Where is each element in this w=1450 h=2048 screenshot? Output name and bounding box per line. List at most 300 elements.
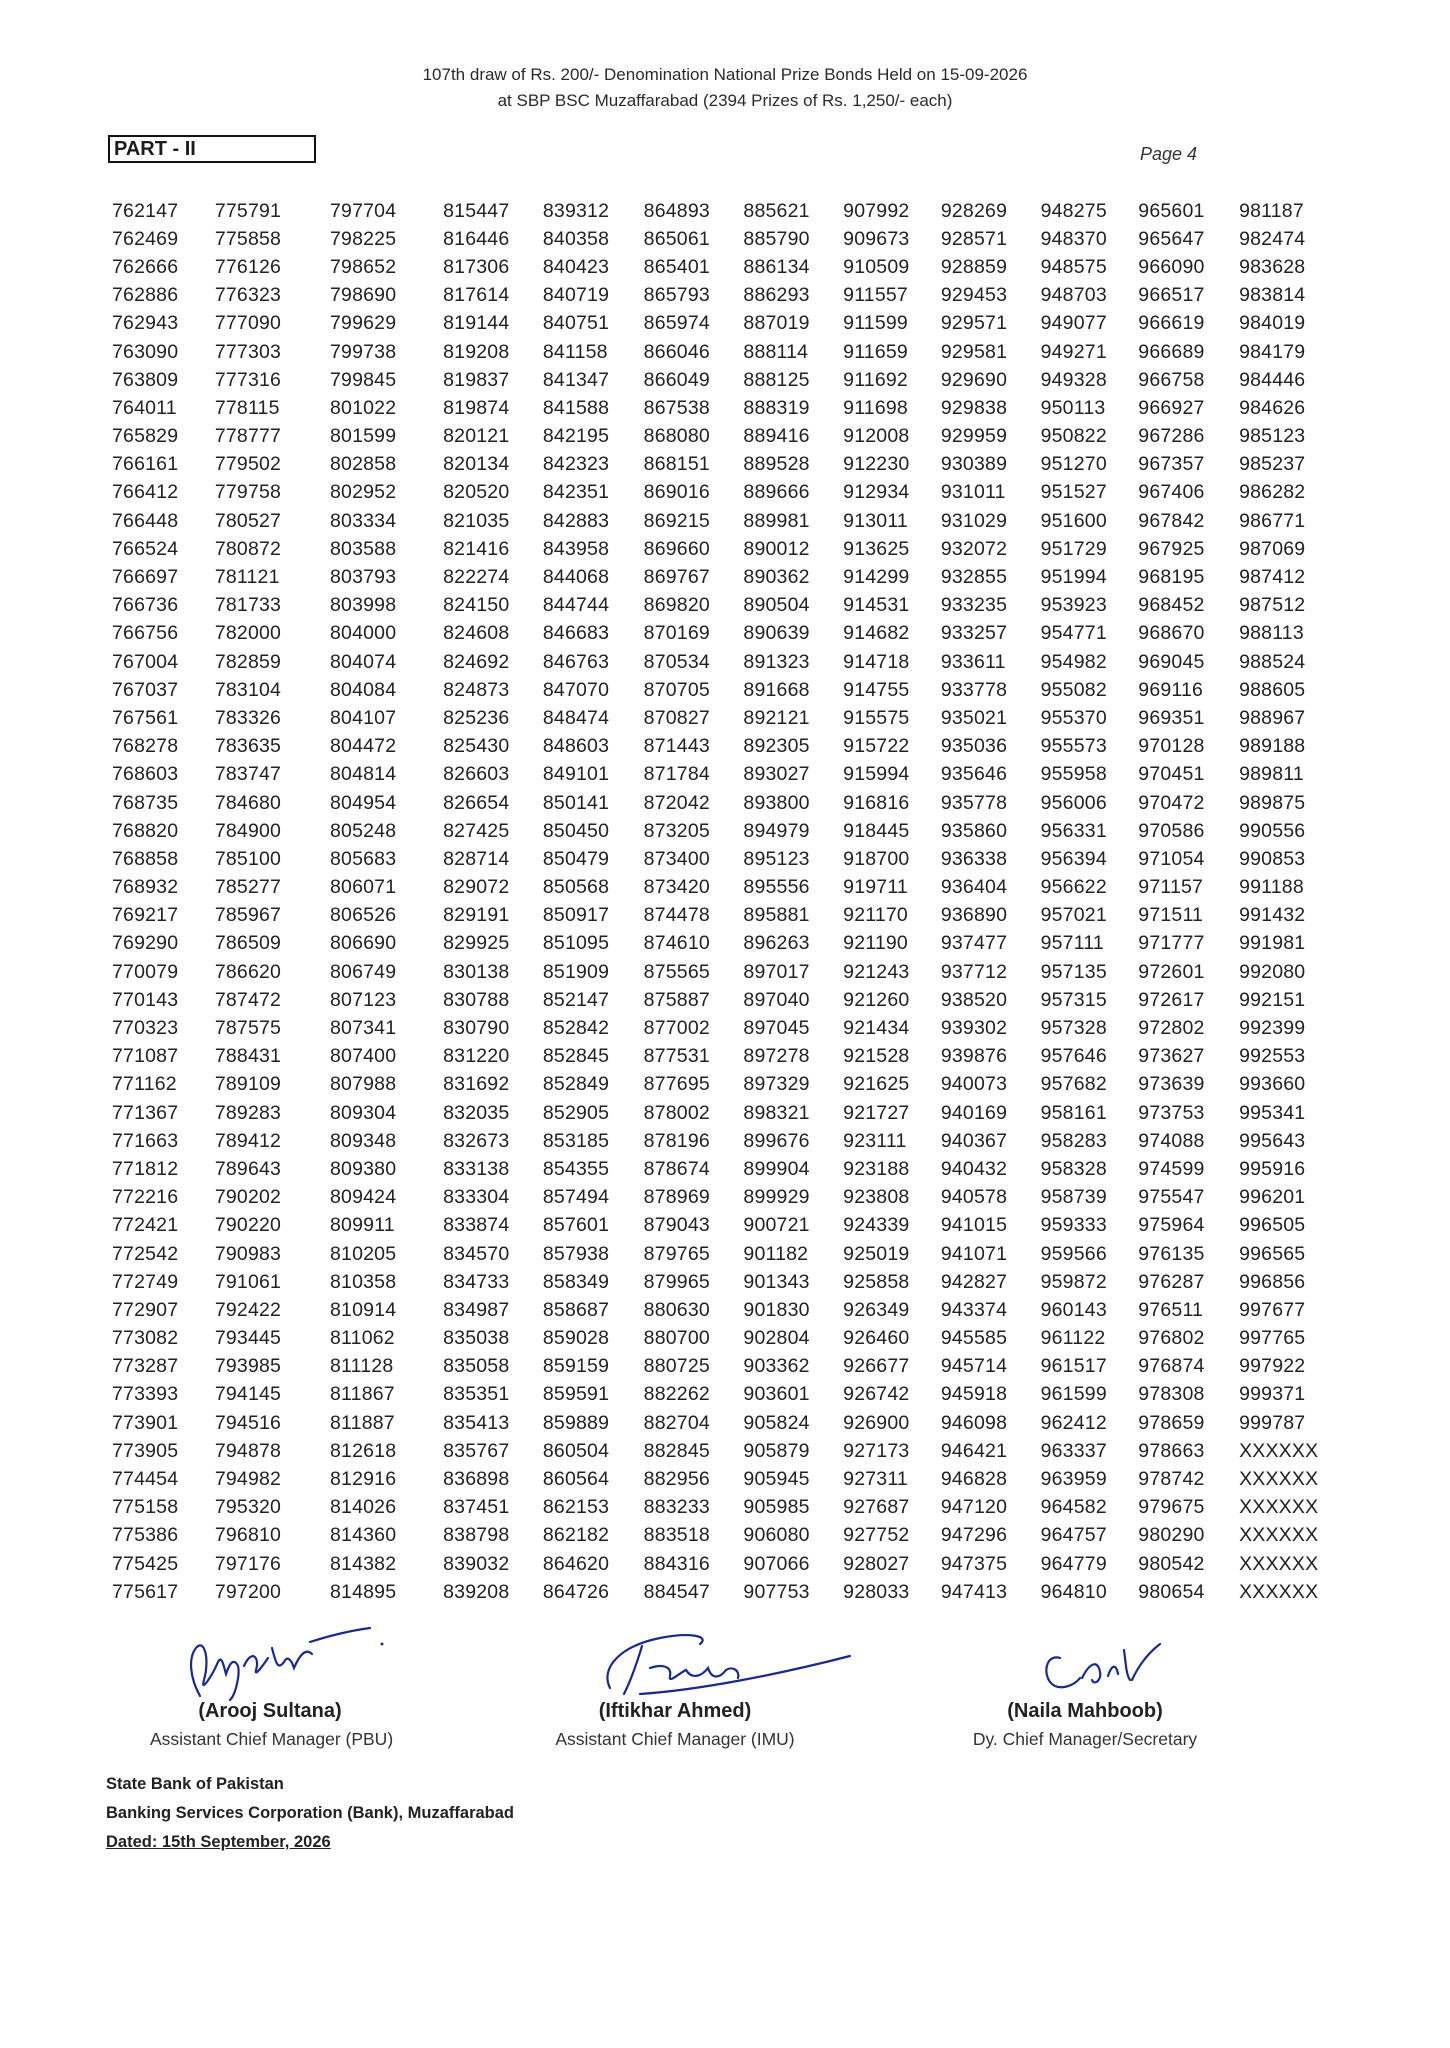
table-row	[112, 1465, 1342, 1493]
bond-number-cell: 928027	[843, 1552, 910, 1575]
table-row	[112, 676, 1342, 704]
bond-number-cell: 762147	[112, 199, 179, 222]
table-row	[112, 1578, 1342, 1606]
bond-number-cell: 976287	[1138, 1270, 1205, 1293]
bond-number-cell: 767037	[112, 678, 179, 701]
bond-number-cell: 940367	[940, 1129, 1008, 1152]
bond-number-cell: 899929	[743, 1186, 810, 1209]
bond-number-cell: 790202	[214, 1186, 282, 1209]
bond-number-cell: 931029	[940, 509, 1008, 532]
bond-number-cell: 802858	[330, 453, 397, 476]
bond-number-cell: 844068	[542, 566, 610, 589]
bond-number-cell: 921243	[843, 960, 910, 983]
bond-number-cell: XXXXXX	[1239, 1552, 1319, 1575]
bond-number-cell: 973753	[1138, 1101, 1205, 1124]
bond-number-cell: 828714	[443, 847, 510, 870]
bond-number-cell: 924339	[843, 1214, 910, 1237]
bond-number-cell: 810914	[330, 1298, 397, 1321]
bond-number-cell: 947120	[940, 1496, 1008, 1519]
table-row	[112, 986, 1342, 1014]
table-row	[112, 1325, 1342, 1353]
bond-number-cell: 927687	[843, 1496, 910, 1519]
bond-number-cell: 875565	[643, 960, 710, 983]
bond-number-cell: 911599	[843, 312, 908, 335]
bond-number-cell: 833874	[443, 1214, 510, 1237]
bond-number-cell: 928571	[940, 227, 1008, 250]
bond-number-cell: 967925	[1138, 537, 1205, 560]
bond-number-cell: 770143	[112, 988, 179, 1011]
bond-number-cell: 940578	[940, 1186, 1008, 1209]
bond-number-cell: 762943	[112, 312, 179, 335]
bond-number-cell: 840719	[542, 284, 610, 307]
bond-number-cell: 803334	[330, 509, 397, 532]
bond-number-cell: 995916	[1239, 1157, 1306, 1180]
table-row	[112, 1437, 1342, 1465]
bond-number-cell: 883518	[643, 1524, 710, 1547]
bond-number-cell: 809424	[330, 1186, 397, 1209]
bond-number-cell: 956331	[1040, 819, 1107, 842]
bond-number-cell: 871443	[643, 735, 710, 758]
bond-number-cell: 968452	[1138, 594, 1205, 617]
bond-number-cell: 868151	[643, 453, 710, 476]
bond-number-cell: 812916	[330, 1468, 397, 1491]
bond-number-cell: 967406	[1138, 481, 1205, 504]
bond-number-cell: 793445	[214, 1327, 282, 1350]
bond-number-cell: 766756	[112, 622, 179, 645]
signatory-3-title: Dy. Chief Manager/Secretary	[972, 1729, 1198, 1749]
bond-number-cell: 768932	[112, 876, 179, 899]
bond-number-cell: 886293	[743, 284, 810, 307]
bond-number-cell: 858349	[542, 1270, 610, 1293]
bond-number-cell: 912934	[843, 481, 910, 504]
bond-number-cell: 812618	[330, 1439, 397, 1462]
bond-number-cell: 797176	[214, 1552, 282, 1575]
bond-number-cell: 964582	[1040, 1496, 1107, 1519]
bond-number-cell: 821035	[443, 509, 510, 532]
signatory-3	[935, 1700, 1235, 1750]
bond-number-cell: 883233	[643, 1496, 710, 1519]
table-row	[112, 1240, 1342, 1268]
bond-number-cell: 839312	[542, 199, 610, 222]
bond-number-cell: 921260	[843, 988, 910, 1011]
bond-number-cell: 935646	[940, 763, 1008, 786]
bond-number-cell: 940073	[940, 1073, 1008, 1096]
bond-number-cell: 951729	[1040, 537, 1107, 560]
bond-number-cell: 987412	[1239, 566, 1306, 589]
bond-number-cell: 894979	[743, 819, 810, 842]
bond-number-cell: 803793	[330, 566, 397, 589]
bond-number-cell: 821416	[443, 537, 510, 560]
bond-number-cell: 835058	[443, 1355, 510, 1378]
bond-number-cell: 905824	[743, 1411, 810, 1434]
bond-number-cell: 969351	[1138, 706, 1205, 729]
bond-number-cell: 777316	[214, 368, 282, 391]
bond-number-cell: 957315	[1040, 988, 1107, 1011]
bond-number-cell: 824692	[443, 650, 510, 673]
table-row	[112, 789, 1342, 817]
bond-number-cell: 807341	[330, 1017, 397, 1040]
bond-number-cell: 852905	[542, 1101, 610, 1124]
bond-number-cell: 999787	[1239, 1411, 1306, 1434]
bond-number-cell: 807988	[330, 1073, 397, 1096]
bond-number-cell: 831692	[443, 1073, 510, 1096]
table-row	[112, 1014, 1342, 1042]
bond-number-cell: 762666	[112, 255, 179, 278]
bond-number-cell: 991981	[1239, 932, 1306, 955]
bond-number-cell: 858687	[542, 1298, 610, 1321]
bond-number-cell: 850141	[542, 791, 610, 814]
bond-number-cell: 949077	[1040, 312, 1107, 335]
bond-number-cell: 824608	[443, 622, 510, 645]
bond-number-cell: 929581	[940, 340, 1008, 363]
bond-number-cell: 889981	[743, 509, 810, 532]
bond-number-cell: 903601	[743, 1383, 810, 1406]
bond-number-cell: 984626	[1239, 396, 1306, 419]
bond-number-cell: 996565	[1239, 1242, 1306, 1265]
bond-number-cell: 976511	[1138, 1298, 1204, 1321]
bond-number-cell: 803588	[330, 537, 397, 560]
bond-number-cell: 816446	[443, 227, 510, 250]
bond-number-cell: 893800	[743, 791, 810, 814]
table-row	[112, 1381, 1342, 1409]
bond-number-cell: 897278	[743, 1045, 810, 1068]
bond-number-cell: 849101	[542, 763, 610, 786]
bond-number-cell: 857938	[542, 1242, 610, 1265]
bond-number-cell: 850479	[542, 847, 610, 870]
bond-number-cell: 987512	[1239, 594, 1306, 617]
bond-number-cell: 804814	[330, 763, 397, 786]
bond-number-cell: 973627	[1138, 1045, 1205, 1068]
bond-number-cell: 951527	[1040, 481, 1107, 504]
bond-number-cell: 889416	[743, 425, 810, 448]
bond-number-cell: 926900	[843, 1411, 910, 1434]
bond-number-cell: 961599	[1040, 1383, 1107, 1406]
bond-number-cell: 859889	[542, 1411, 610, 1434]
bond-number-cell: 989875	[1239, 791, 1306, 814]
bond-number-cell: 978308	[1138, 1383, 1205, 1406]
bond-number-cell: 989188	[1239, 735, 1306, 758]
bond-number-cell: 785967	[214, 904, 282, 927]
bond-number-cell: 959872	[1040, 1270, 1107, 1293]
bond-number-cell: 967357	[1138, 453, 1205, 476]
bond-number-cell: 804084	[330, 678, 397, 701]
bond-number-cell: 909673	[843, 227, 910, 250]
bond-number-cell: 836898	[443, 1468, 510, 1491]
bond-number-cell: 787472	[214, 988, 282, 1011]
bond-number-cell: 851095	[542, 932, 610, 955]
bond-number-cell: 915722	[843, 735, 910, 758]
bond-number-cell: 984019	[1239, 312, 1306, 335]
bond-number-cell: 929690	[940, 368, 1008, 391]
bond-number-cell: 901830	[743, 1298, 810, 1321]
bond-number-cell: 781121	[214, 566, 280, 589]
bond-number-cell: 929571	[940, 312, 1008, 335]
bond-number-cell: 981187	[1239, 199, 1304, 222]
bond-number-cell: 964757	[1040, 1524, 1107, 1547]
bond-number-cell: 804000	[330, 622, 397, 645]
bond-number-cell: 907753	[743, 1580, 810, 1603]
bond-number-cell: 768735	[112, 791, 179, 814]
bond-number-cell: 842323	[542, 453, 610, 476]
bond-number-cell: 806690	[330, 932, 397, 955]
table-row	[112, 1043, 1342, 1071]
bond-number-cell: 953923	[1040, 594, 1107, 617]
bond-number-cell: 982474	[1239, 227, 1306, 250]
bond-number-cell: 772421	[112, 1214, 179, 1237]
bond-number-cell: 915575	[843, 706, 910, 729]
bond-number-cell: 975964	[1138, 1214, 1205, 1237]
bond-number-cell: 958739	[1040, 1186, 1107, 1209]
table-row	[112, 648, 1342, 676]
bond-number-cell: 921434	[843, 1017, 910, 1040]
bond-number-cell: 972802	[1138, 1017, 1205, 1040]
bond-number-cell: 852842	[542, 1017, 610, 1040]
table-row	[112, 394, 1342, 422]
table-row	[112, 1184, 1342, 1212]
bond-number-cell: 804074	[330, 650, 397, 673]
bond-number-cell: 931011	[940, 481, 1006, 504]
bond-number-cell: 973639	[1138, 1073, 1205, 1096]
bond-number-cell: 961122	[1040, 1327, 1106, 1350]
bond-number-cell: 979675	[1138, 1496, 1205, 1519]
table-row	[112, 733, 1342, 761]
bond-number-cell: 767561	[112, 706, 179, 729]
table-row	[112, 535, 1342, 563]
bond-number-cell: 978659	[1138, 1411, 1205, 1434]
bond-number-cell: 799738	[330, 340, 397, 363]
bond-number-cell: 764011	[112, 396, 177, 419]
table-row	[112, 451, 1342, 479]
bond-number-cell: 921625	[843, 1073, 910, 1096]
bond-number-cell: 991432	[1239, 904, 1306, 927]
bond-number-cell: 916816	[843, 791, 910, 814]
signatory-1	[150, 1700, 394, 1750]
bond-number-cell: 945714	[940, 1355, 1008, 1378]
bond-number-cell: 907992	[843, 199, 910, 222]
bond-number-cell: 889666	[743, 481, 810, 504]
bond-number-cell: 874610	[643, 932, 710, 955]
bond-number-cell: 988113	[1239, 622, 1304, 645]
bond-number-cell: 870827	[643, 706, 710, 729]
bond-number-cell: 870705	[643, 678, 710, 701]
bond-number-cell: 956006	[1040, 791, 1107, 814]
bond-number-cell: 937712	[940, 960, 1008, 983]
bond-number-cell: 999371	[1239, 1383, 1306, 1406]
bond-number-cell: 946421	[940, 1439, 1008, 1462]
table-row	[112, 1550, 1342, 1578]
bond-number-cell: 851909	[542, 960, 610, 983]
bond-number-cell: 785100	[214, 847, 282, 870]
bond-number-cell: 850568	[542, 876, 610, 899]
bond-number-cell: 790983	[214, 1242, 282, 1265]
bond-number-cell: 914682	[843, 622, 910, 645]
bond-number-cell: 864726	[542, 1580, 610, 1603]
bond-number-cell: 781733	[214, 594, 282, 617]
bond-number-cell: 773905	[112, 1439, 179, 1462]
bond-number-cell: 936404	[940, 876, 1008, 899]
table-row	[112, 958, 1342, 986]
signatory-1-title: Assistant Chief Manager (PBU)	[150, 1729, 394, 1749]
bond-number-cell: 947296	[940, 1524, 1008, 1547]
bond-number-cell: 988967	[1239, 706, 1306, 729]
bond-number-cell: 809348	[330, 1129, 397, 1152]
bond-number-cell: 840423	[542, 255, 610, 278]
bond-number-cell: 769217	[112, 904, 179, 927]
bond-number-cell: 773287	[112, 1355, 179, 1378]
bond-number-cell: 948275	[1040, 199, 1107, 222]
bond-number-cell: 839208	[443, 1580, 510, 1603]
bond-number-cell: 951600	[1040, 509, 1107, 532]
bond-number-cell: 775617	[112, 1580, 179, 1603]
bond-number-cell: 987069	[1239, 537, 1306, 560]
bond-number-cell: 957328	[1040, 1017, 1107, 1040]
bond-number-cell: 895881	[743, 904, 810, 927]
bond-number-cell: 959333	[1040, 1214, 1107, 1237]
bond-number-cell: 890639	[743, 622, 810, 645]
bond-number-cell: 879765	[643, 1242, 710, 1265]
bond-number-cell: 926460	[843, 1327, 910, 1350]
bond-number-cell: 950113	[1040, 396, 1106, 419]
bond-number-cell: 971777	[1138, 932, 1205, 955]
bond-number-cell: 900721	[743, 1214, 810, 1237]
bond-number-cell: 806526	[330, 904, 397, 927]
bond-number-cell: 885790	[743, 227, 810, 250]
table-row	[112, 817, 1342, 845]
bond-number-cell: 959566	[1040, 1242, 1107, 1265]
bond-number-cell: 869016	[643, 481, 710, 504]
bond-number-cell: 936338	[940, 847, 1008, 870]
bond-number-cell: 985237	[1239, 453, 1306, 476]
bond-number-cell: 921170	[843, 904, 908, 927]
bond-number-cell: 835038	[443, 1327, 510, 1350]
bond-number-cell: 910509	[843, 255, 910, 278]
bond-number-cell: 809304	[330, 1101, 397, 1124]
bond-number-cell: 846763	[542, 650, 610, 673]
bond-number-cell: 794145	[214, 1383, 282, 1406]
bond-number-cell: 872042	[643, 791, 710, 814]
bond-number-cell: 869215	[643, 509, 710, 532]
bond-number-cell: 954771	[1040, 622, 1107, 645]
bond-number-cell: 835413	[443, 1411, 510, 1434]
table-row	[112, 845, 1342, 873]
bond-number-cell: 933257	[940, 622, 1008, 645]
bond-number-cell: 829072	[443, 876, 510, 899]
bond-number-cell: 939302	[940, 1017, 1008, 1040]
bond-number-cell: 809911	[330, 1214, 395, 1237]
bond-number-cell: 942827	[940, 1270, 1008, 1293]
bond-number-cell: 819208	[443, 340, 510, 363]
bond-number-cell: 762469	[112, 227, 179, 250]
bond-number-cell: 819837	[443, 368, 510, 391]
bond-number-cell: 897045	[743, 1017, 810, 1040]
bond-number-cell: 888319	[743, 396, 810, 419]
bond-number-cell: 891668	[743, 678, 810, 701]
bond-number-cell: 766524	[112, 537, 179, 560]
bond-number-cell: 935021	[940, 706, 1008, 729]
bond-number-cell: 840751	[542, 312, 610, 335]
bond-number-cell: 789109	[214, 1073, 282, 1096]
bond-number-cell: 890012	[743, 537, 810, 560]
bond-number-cell: 865974	[643, 312, 710, 335]
table-row	[112, 1099, 1342, 1127]
bond-number-cell: 970451	[1138, 763, 1205, 786]
bond-number-cell: 997922	[1239, 1355, 1306, 1378]
bond-number-cell: 974599	[1138, 1157, 1205, 1180]
bond-number-cell: 857494	[542, 1186, 610, 1209]
bond-number-cell: 801599	[330, 425, 397, 448]
header-line-2: at SBP BSC Muzaffarabad (2394 Prizes of Rs. 1,250/- each)	[497, 91, 953, 110]
bond-number-cell: 830790	[443, 1017, 510, 1040]
bond-number-cell: 784680	[214, 791, 282, 814]
bond-number-cell: 933611	[940, 650, 1006, 673]
bond-number-cell: 809380	[330, 1157, 397, 1180]
bond-number-cell: 886134	[743, 255, 810, 278]
bond-number-cell: 875887	[643, 988, 710, 1011]
bond-number-cell: 956622	[1040, 876, 1107, 899]
table-row	[112, 197, 1342, 225]
bond-number-cell: 955370	[1040, 706, 1107, 729]
bond-number-cell: 927173	[843, 1439, 910, 1462]
bond-number-cell: 992080	[1239, 960, 1306, 983]
draw-header	[0, 62, 1450, 114]
bond-number-cell: 819144	[443, 312, 510, 335]
bond-number-cell: 766161	[112, 453, 179, 476]
bond-number-cell: 804954	[330, 791, 397, 814]
bond-number-cell: 965601	[1138, 199, 1205, 222]
bond-number-cell: 785277	[214, 876, 282, 899]
bond-number-cell: 768278	[112, 735, 179, 758]
bond-number-cell: 896263	[743, 932, 810, 955]
bond-number-cell: 955082	[1040, 678, 1107, 701]
table-row	[112, 1409, 1342, 1437]
bond-number-cell: 848603	[542, 735, 610, 758]
bond-number-cell: 841158	[542, 340, 608, 363]
bond-number-cell: 877531	[643, 1045, 710, 1068]
bond-number-cell: 871784	[643, 763, 710, 786]
footer-dated: Dated: 15th September, 2026	[106, 1833, 331, 1851]
bond-number-cell: 868080	[643, 425, 710, 448]
table-row	[112, 366, 1342, 394]
bond-number-cell: 770323	[112, 1017, 179, 1040]
bond-number-cell: 775425	[112, 1552, 179, 1575]
bond-number-cell: 773082	[112, 1327, 179, 1350]
bond-number-cell: 865793	[643, 284, 710, 307]
table-row	[112, 1494, 1342, 1522]
bond-number-cell: XXXXXX	[1239, 1439, 1319, 1462]
bond-number-cell: 892305	[743, 735, 810, 758]
bond-number-cell: 918445	[843, 819, 910, 842]
bond-number-cell: 882262	[643, 1383, 710, 1406]
bond-number-cell: 763090	[112, 340, 179, 363]
bond-number-cell: 842195	[542, 425, 610, 448]
bond-number-cell: 771087	[112, 1045, 179, 1068]
bond-number-cell: 971157	[1138, 876, 1204, 899]
table-row	[112, 761, 1342, 789]
bond-number-cell: 976135	[1138, 1242, 1205, 1265]
bond-number-cell: 835767	[443, 1439, 510, 1462]
bond-number-cell: 768858	[112, 847, 179, 870]
bond-number-cell: XXXXXX	[1239, 1496, 1319, 1519]
bond-number-cell: 948370	[1040, 227, 1107, 250]
footer-corporation: Banking Services Corporation (Bank), Muzaffarabad	[106, 1804, 514, 1822]
bond-number-cell: 842883	[542, 509, 610, 532]
bond-number-cell: 783747	[214, 763, 282, 786]
bond-number-cell: 869660	[643, 537, 710, 560]
bond-number-cell: 811062	[330, 1327, 395, 1350]
bond-number-cell: 933778	[940, 678, 1008, 701]
bond-number-cell: 817306	[443, 255, 510, 278]
bond-number-cell: 880700	[643, 1327, 710, 1350]
